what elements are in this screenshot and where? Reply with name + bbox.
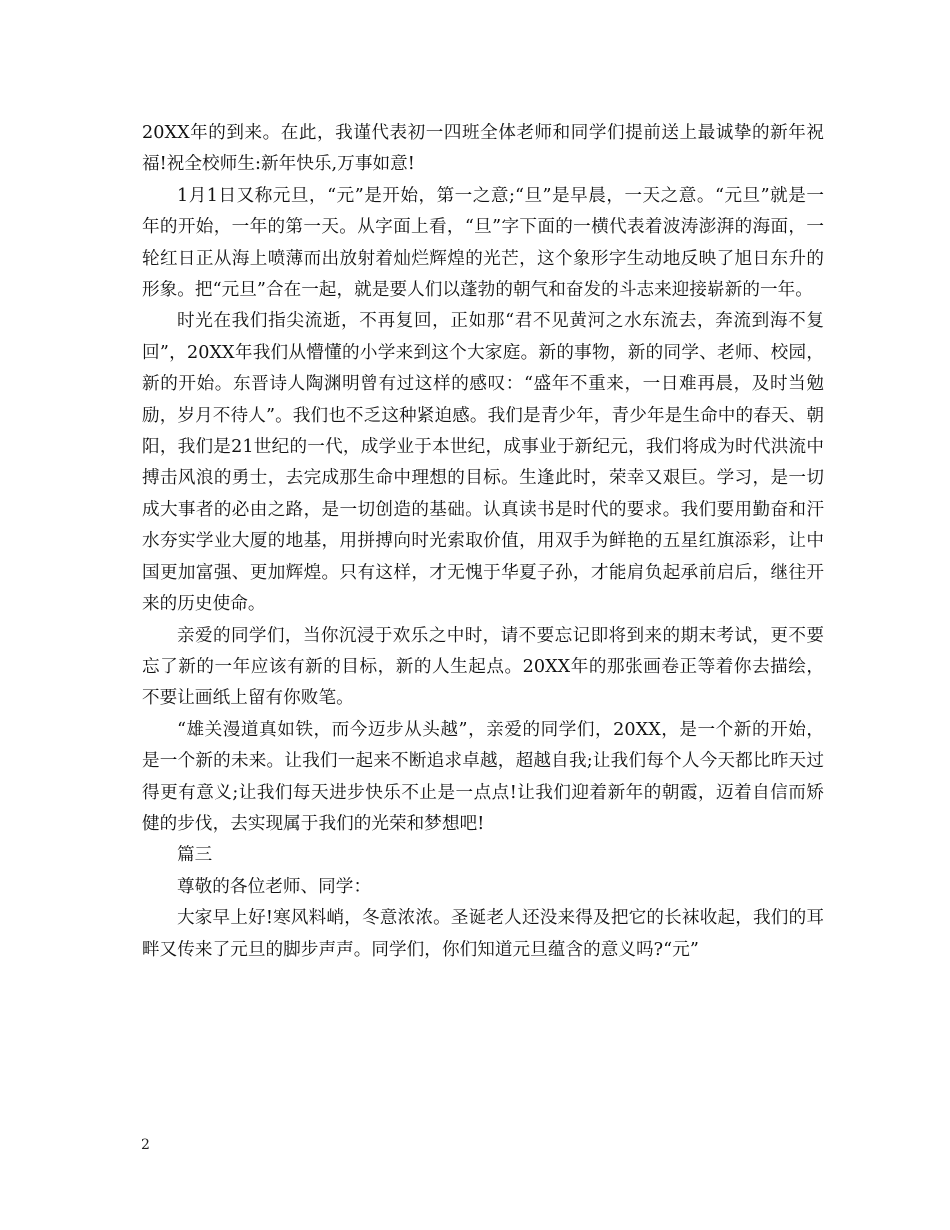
section-heading: 篇三 bbox=[177, 845, 213, 866]
paragraph-6: 大家早上好!寒风料峭，冬意浓浓。圣诞老人还没来得及把它的长袜收起，我们的耳畔又传来了元旦的脚步声声。同学们，你们知道元旦蕴含的意义吗?“元” bbox=[142, 908, 824, 960]
paragraph-5: “雄关漫道真如铁，而今迈步从头越”，亲爱的同学们，20XX，是一个新的开始，是一个新的未来。让我们一起来不断追求卓越，超越自我;让我们每个人今天都比昨天过得更有意义;让我们每天进步快乐不止是一点点!让我们迎着新年的朝霞，迈着自信而矫健的步伐，去实现属于我们的光荣和梦想吧! bbox=[142, 719, 824, 834]
document-body bbox=[142, 118, 824, 966]
paragraph-3: 时光在我们指尖流逝，不再复回，正如那“君不见黄河之水东流去，奔流到海不复回”，20XX年我们从懵懂的小学来到这个大家庭。新的事物，新的同学、老师、校园，新的开始。东晋诗人陶渊明曾有过这样的感叹：“盛年不重来，一日难再晨，及时当勉励，岁月不待人”。我们也不乏这种紧迫感。我们是青少年，青少年是生命中的春天、朝阳，我们是21世纪的一代，成学业于本世纪，成事业于新纪元，我们将成为时代洪流中搏击风浪的勇士，去完成那生命中理想的目标。生逢此时，荣幸又艰巨。学习，是一切成大事者的必由之路，是一切创造的基础。认真读书是时代的要求。我们要用勤奋和汗水夯实学业大厦的地基，用拼搏向时光索取价值，用双手为鲜艳的五星红旗添彩，让中国更加富强、更加辉煌。只有这样，才无愧于华夏子孙，才能肩负起承前启后，继往开来的历史使命。 bbox=[142, 311, 824, 615]
paragraph-1: 20XX年的到来。在此，我谨代表初一四班全体老师和同学们提前送上最诚挚的新年祝福!祝全校师生:新年快乐,万事如意! bbox=[142, 123, 824, 175]
paragraph-4: 亲爱的同学们，当你沉浸于欢乐之中时，请不要忘记即将到来的期末考试，更不要忘了新的一年应该有新的目标，新的人生起点。20XX年的那张画卷正等着你去描绘，不要让画纸上留有你败笔。 bbox=[142, 625, 824, 709]
salutation: 尊敬的各位老师、同学： bbox=[177, 876, 372, 897]
page-number: 2 bbox=[141, 1137, 150, 1153]
paragraph-2: 1月1日又称元旦，“元”是开始，第一之意;“旦”是早晨，一天之意。“元旦”就是一年的开始，一年的第一天。从字面上看，“旦”字下面的一横代表着波涛澎湃的海面，一轮红日正从海上喷薄而出放射着灿烂辉煌的光芒，这个象形字生动地反映了旭日东升的形象。把“元旦”合在一起，就是要人们以蓬勃的朝气和奋发的斗志来迎接崭新的一年。 bbox=[142, 185, 824, 301]
